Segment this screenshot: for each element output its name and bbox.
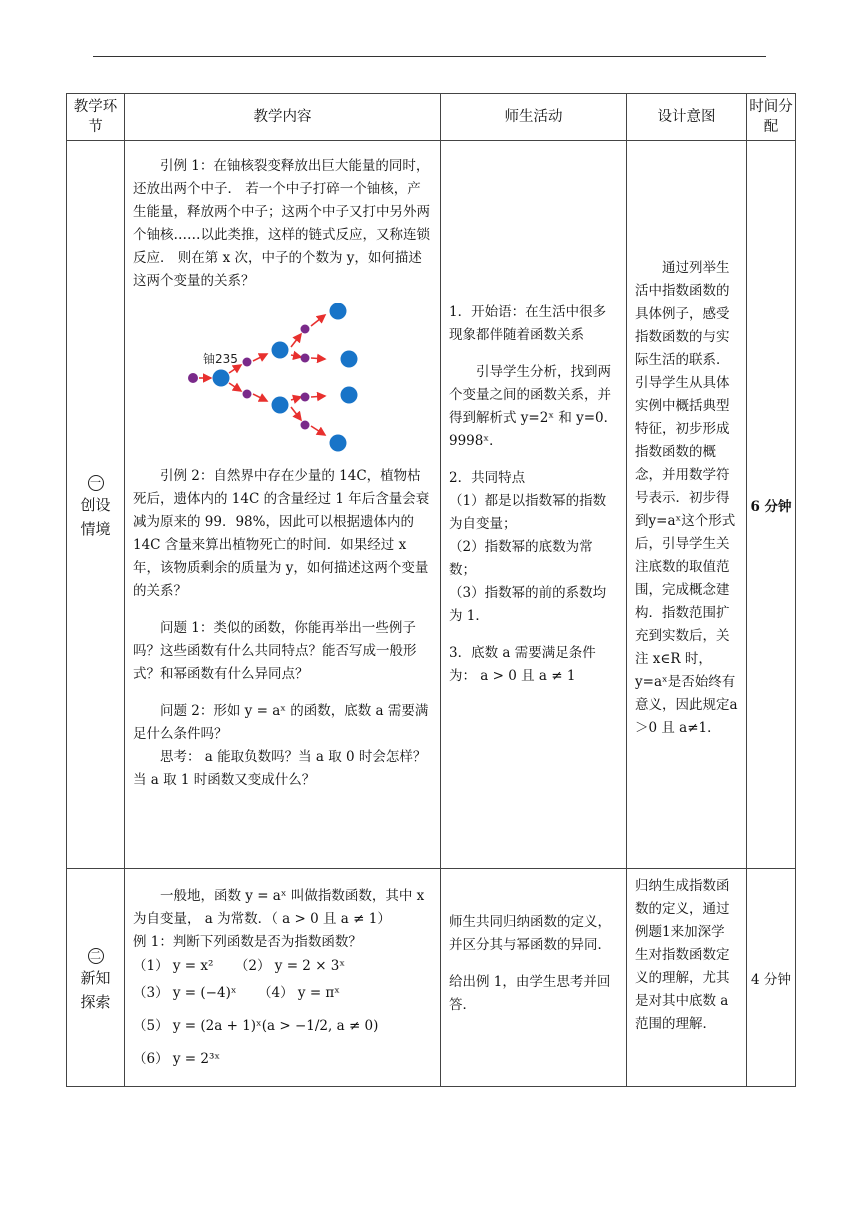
lesson-plan-table bbox=[66, 93, 796, 1087]
example-item-6: （6） y = 2³ˣ bbox=[133, 1051, 221, 1067]
neutron-dot-icon bbox=[243, 358, 252, 367]
time-value: 6 分钟 bbox=[750, 498, 792, 515]
uranium-nucleus-icon bbox=[341, 351, 358, 368]
header-content: 教学内容 bbox=[125, 94, 441, 141]
header-stage: 教学环节 bbox=[67, 94, 125, 141]
header-time: 时间分配 bbox=[747, 94, 796, 141]
activity-1: 1．开始语：在生活中很多现象都伴随着函数关系 bbox=[449, 304, 607, 343]
uranium-nucleus-icon bbox=[341, 387, 358, 404]
example-1-text: 引例 1：在铀核裂变释放出巨大能量的同时，还放出两个中子． 若一个中子打碎一个铀核，产生能量，释放两个中子；这两个中子又打中另外两个铀核……以此类推，这样的链式反应，又称连锁反应． 则在第 x 次，中子的个数为 y，如何描述这两个变量的关系？ bbox=[133, 158, 430, 289]
neutron-dot-icon bbox=[243, 390, 252, 399]
example-item-5: （5） y = (2a + 1)ˣ(a > −1/2, a ≠ 0) bbox=[133, 1018, 379, 1034]
example-item-3: （3） y = (−4)ˣ bbox=[133, 985, 237, 1001]
activity-7: 3．底数 a 需要满足条件为： a > 0 且 a ≠ 1 bbox=[449, 645, 596, 684]
stage-number: 一 bbox=[88, 475, 104, 491]
chain-reaction-diagram bbox=[183, 303, 383, 453]
header-row bbox=[67, 94, 796, 141]
example-2-text: 引例 2：自然界中存在少量的 14C，植物枯死后，遗体内的 14C 的含量经过 1 年后含量会衰减为原来的 99．98%，因此可以根据遗体内的 14C 含量来算出植物死亡的时间．如果经过 x 年，该物质剩余的质量为 y，如何描述这两个变量的关系？ bbox=[133, 468, 430, 599]
uranium-nucleus-icon bbox=[272, 397, 289, 414]
stage-name: 新知探索 bbox=[80, 968, 111, 1011]
activity-2: 引导学生分析，找到两个变量之间的函数关系，并得到解析式 y=2ˣ 和 y=0．9998ˣ． bbox=[449, 364, 618, 449]
activity-4: （1）都是以指数幂的指数为自变量； bbox=[449, 493, 607, 532]
question-1-text: 问题 1：类似的函数，你能再举出一些例子吗？这些函数有什么共同特点？能否写成一般形式？和幂函数有什么异同点？ bbox=[133, 620, 417, 682]
row-situation bbox=[67, 141, 796, 869]
stage-new-knowledge bbox=[67, 869, 125, 1087]
uranium-label: 铀235 bbox=[203, 352, 238, 366]
row-new-knowledge bbox=[67, 869, 796, 1087]
header-activity: 师生活动 bbox=[441, 94, 627, 141]
question-2-text: 问题 2：形如 y = aˣ 的函数，底数 a 需要满足什么条件吗？ bbox=[133, 703, 429, 742]
stage-number: 二 bbox=[88, 948, 104, 964]
uranium-nucleus-icon bbox=[272, 342, 289, 359]
activity-6: （3）指数幂的前的系数均为 1． bbox=[449, 585, 607, 624]
stage-situation bbox=[67, 141, 125, 869]
intent-new-knowledge bbox=[627, 869, 747, 1087]
intent-situation bbox=[627, 141, 747, 869]
think-text: 思考： a 能取负数吗？当 a 取 0 时会怎样？当 a 取 1 时函数又变成什么？ bbox=[133, 749, 427, 788]
neutron-dot-icon bbox=[301, 354, 310, 363]
activity-5: （2）指数幂的底数为常数； bbox=[449, 539, 593, 578]
definition-text: 一般地，函数 y = aˣ 叫做指数函数，其中 x 为自变量， a 为常数．（ a > 0 且 a ≠ 1） bbox=[133, 888, 425, 927]
intent-text: 归纳生成指数函数的定义，通过例题1来加深学生对指数函数定义的理解，尤其是对其中底数 a 范围的理解． bbox=[635, 878, 730, 1032]
example-item-1: （1） y = x² bbox=[133, 958, 214, 974]
intent-text: 通过列举生活中指数函数的具体例子，感受指数函数的与实际生活的联系．引导学生从具体实例中概括典型特征，初步形成指数函数的概念，并用数学符号表示．初步得到y=aˣ这个形式后，引导学生关注底数的取值范围，完成概念建构．指数范围扩充到实数后，关注 x∈R 时，y=aˣ是否始终有意义，因此规定a＞0 且 a≠1． bbox=[635, 260, 738, 736]
time-value: 4 分钟 bbox=[751, 971, 791, 988]
time-situation bbox=[747, 141, 796, 869]
neutron-dot-icon bbox=[301, 421, 310, 430]
neutron-dot-icon bbox=[188, 373, 198, 383]
content-new-knowledge bbox=[125, 869, 441, 1087]
activity-example: 给出例 1，由学生思考并回答． bbox=[449, 974, 611, 1013]
page-header-rule bbox=[93, 56, 766, 57]
content-situation bbox=[125, 141, 441, 869]
activity-3: 2．共同特点 bbox=[449, 470, 526, 486]
uranium-nucleus-icon bbox=[213, 370, 230, 387]
uranium-nucleus-icon bbox=[330, 435, 347, 452]
example-heading: 例 1：判断下列函数是否为指数函数？ bbox=[133, 934, 362, 950]
activity-new-knowledge bbox=[441, 869, 627, 1087]
stage-name: 创设情境 bbox=[80, 495, 111, 538]
example-item-2: （2） y = 2 × 3ˣ bbox=[234, 958, 346, 974]
example-item-4: （4） y = πˣ bbox=[258, 985, 341, 1001]
time-new-knowledge bbox=[747, 869, 796, 1087]
neutron-dot-icon bbox=[301, 325, 310, 334]
header-intent: 设计意图 bbox=[627, 94, 747, 141]
neutron-dot-icon bbox=[301, 393, 310, 402]
uranium-nucleus-icon bbox=[330, 303, 347, 320]
activity-summary: 师生共同归纳函数的定义，并区分其与幂函数的异同． bbox=[449, 914, 611, 953]
activity-situation bbox=[441, 141, 627, 869]
